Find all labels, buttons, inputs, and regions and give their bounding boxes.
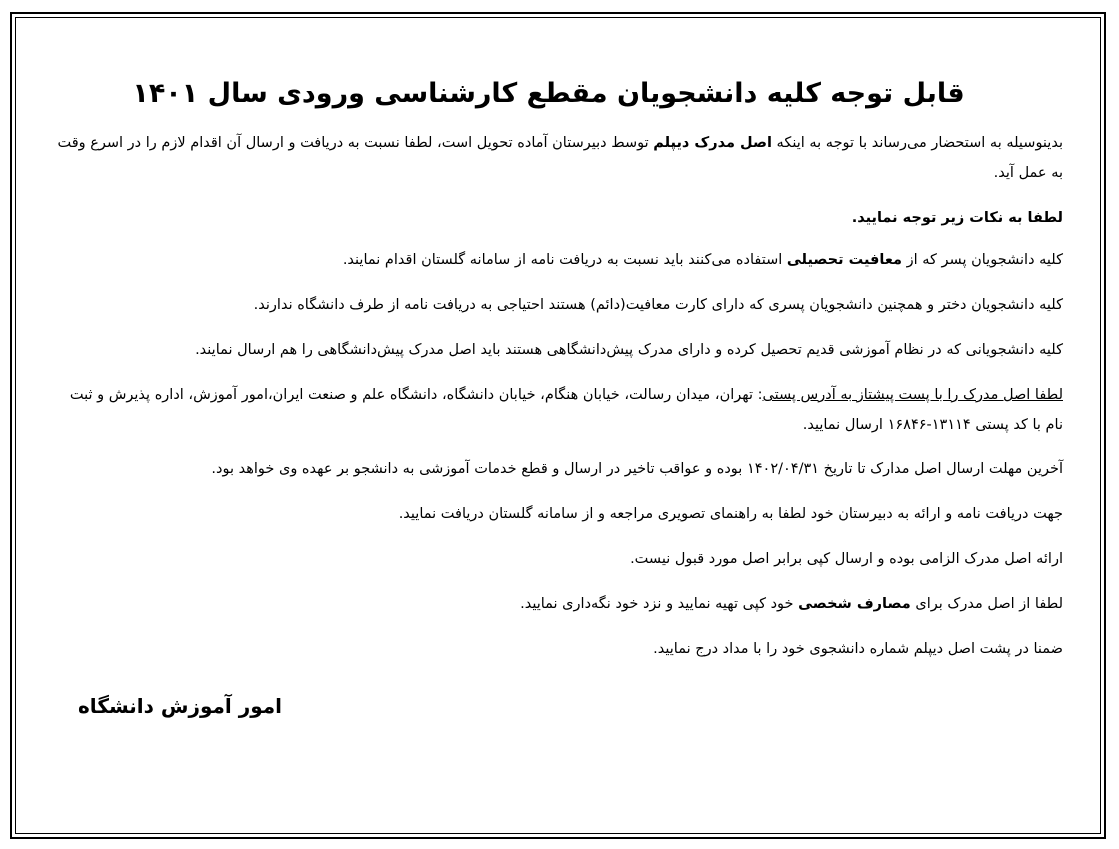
note1-text-1: کلیه دانشجویان پسر که از (902, 252, 1063, 268)
intro-paragraph (52, 128, 1063, 188)
announcement-body (52, 74, 1063, 679)
note-original-required: ارائه اصل مدرک الزامی بوده و ارسال کپی برابر اصل مورد قبول نیست. (630, 551, 1063, 567)
note-personal-copy (52, 589, 1063, 619)
note-letter-golestan: جهت دریافت نامه و ارائه به دبیرستان خود لطفا به راهنمای تصویری مراجعه و از سامانه گلستان دریافت نمایید. (398, 506, 1063, 522)
note-pre-university: کلیه دانشجویانی که در نظام آموزشی قدیم تحصیل کرده و دارای مدرک پیش‌دانشگاهی هستند باید اصل مدرک پیش‌دانشگاهی را هم ارسال نمایند. (195, 342, 1063, 358)
note-postal-address (52, 380, 1063, 440)
note-military-exemption (52, 245, 1063, 275)
note8-bold: مصارف شخصی (798, 596, 911, 612)
intro-bold-diploma: اصل مدرک دیپلم (653, 135, 772, 151)
note-female-students: کلیه دانشجویان دختر و همچنین دانشجویان پسری که دارای کارت معافیت(دائم) هستند احتیاجی به دریافت نامه از طرف دانشگاه ندارند. (253, 297, 1063, 313)
note4-text: : تهران، میدان رسالت، خیابان هنگام، خیابان دانشگاه، دانشگاه علم و صنعت ایران،امور آموزش، اداره پذیرش و ثبت نام با کد پستی ۱۳۱۱۴-۱۶۸۴۶ ارسال نمایید. (69, 387, 1063, 433)
notes-heading: لطفا به نکات زیر توجه نمایید. (851, 210, 1063, 226)
announcement-title: قابل توجه کلیه دانشجویان مقطع کارشناسی ورودی سال ۱۴۰۱ (132, 78, 965, 109)
intro-text-1: بدینوسیله به استحضار می‌رساند با توجه به اینکه (771, 135, 1063, 151)
note-student-number: ضمنا در پشت اصل دیپلم شماره دانشجوی خود را با مداد درج نمایید. (653, 641, 1063, 657)
signature: امور آموزش دانشگاه (78, 694, 283, 718)
note1-bold: معافیت تحصیلی (786, 252, 902, 268)
note8-text-1: لطفا از اصل مدرک برای (910, 596, 1063, 612)
note-deadline: آخرین مهلت ارسال اصل مدارک تا تاریخ ۱۴۰۲/۰۴/۳۱ بوده و عواقب تاخیر در ارسال و قطع خدمات آموزشی به دانشجو بر عهده وی خواهد بود. (211, 461, 1063, 477)
intro-text-2: توسط دبیرستان آماده تحویل است، لطفا نسبت به دریافت و ارسال آن اقدام لازم را در اسرع وقت به عمل آید. (57, 135, 1063, 181)
note1-text-2: استفاده می‌کنند باید نسبت به دریافت نامه از سامانه گلستان اقدام نمایند. (342, 252, 787, 268)
note8-text-2: خود کپی تهیه نمایید و نزد خود نگه‌داری نمایید. (520, 596, 799, 612)
note4-underlined: لطفا اصل مدرک را با پست پیشتاز به آدرس پستی (762, 387, 1063, 403)
